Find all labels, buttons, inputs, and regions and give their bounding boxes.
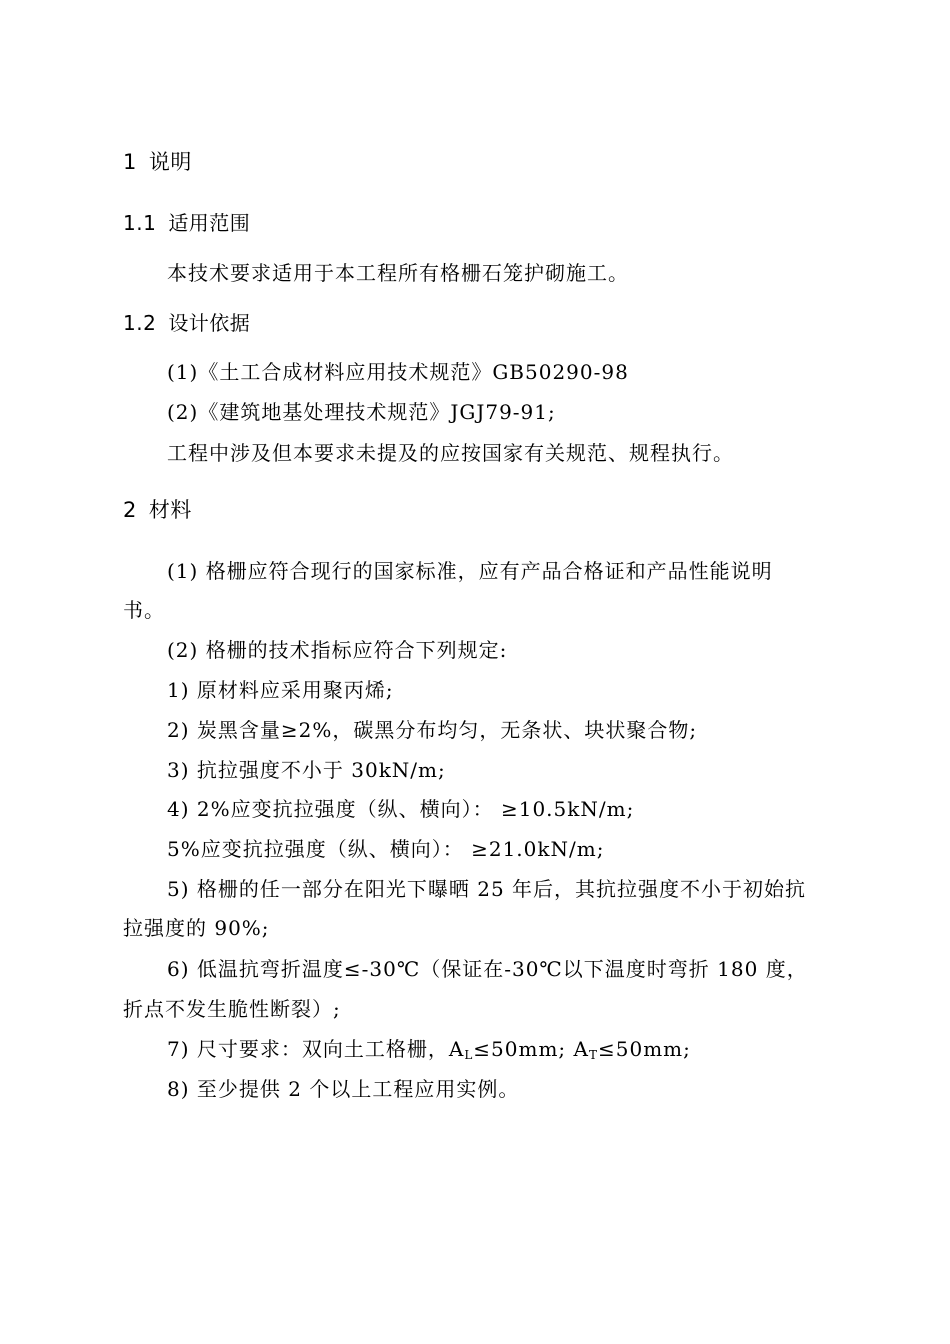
spec-item-7-text: ≤50mm; A	[473, 1037, 589, 1061]
section-title: 材料	[148, 498, 192, 522]
spec-item-4: 4) 2%应变抗拉强度（纵、横向）： ≥10.5kN/m;	[167, 797, 635, 821]
section-number: 1.2	[123, 311, 157, 335]
material-paragraph-1-cont: 书。	[123, 598, 165, 622]
spec-item-2: 2) 炭黑含量≥2%，碳黑分布均匀，无条状、块状聚合物;	[167, 718, 698, 742]
section-number: 1.1	[123, 211, 157, 235]
material-paragraph-1: (1) 格栅应符合现行的国家标准，应有产品合格证和产品性能说明	[167, 559, 773, 583]
spec-item-7	[167, 1035, 691, 1063]
spec-item-8: 8) 至少提供 2 个以上工程应用实例。	[167, 1077, 520, 1101]
spec-item-3: 3) 抗拉强度不小于 30kN/m;	[167, 758, 446, 782]
subscript-t: T	[588, 1048, 598, 1062]
section-number: 2	[123, 498, 137, 522]
subscript-l: L	[464, 1048, 474, 1062]
section-2-heading	[123, 496, 192, 524]
reference-note: 工程中涉及但本要求未提及的应按国家有关规范、规程执行。	[167, 441, 734, 465]
spec-item-4-cont: 5%应变抗拉强度（纵、横向）： ≥21.0kN/m;	[167, 837, 605, 861]
spec-item-5-cont: 拉强度的 90%;	[123, 916, 270, 940]
section-title: 设计依据	[168, 311, 251, 335]
section-1-heading	[123, 148, 192, 176]
scope-paragraph: 本技术要求适用于本工程所有格栅石笼护砌施工。	[167, 261, 629, 285]
reference-item: (1)《土工合成材料应用技术规范》GB50290-98	[167, 360, 629, 384]
spec-item-7-text: ≤50mm;	[598, 1037, 691, 1061]
material-paragraph-2: (2) 格栅的技术指标应符合下列规定:	[167, 638, 508, 662]
spec-item-5: 5) 格栅的任一部分在阳光下曝晒 25 年后，其抗拉强度不小于初始抗	[167, 877, 807, 901]
spec-item-1: 1) 原材料应采用聚丙烯;	[167, 678, 394, 702]
spec-item-6-cont: 折点不发生脆性断裂）;	[123, 997, 341, 1021]
spec-item-6: 6) 低温抗弯折温度≤-30℃（保证在-30℃以下温度时弯折 180 度，	[167, 957, 808, 981]
spec-item-7-text: 7) 尺寸要求：双向土工格栅，A	[167, 1037, 465, 1061]
section-title: 说明	[148, 150, 192, 174]
section-1-1-heading	[123, 209, 250, 237]
section-number: 1	[123, 150, 137, 174]
section-1-2-heading	[123, 309, 250, 337]
section-title: 适用范围	[168, 211, 251, 235]
reference-item: (2)《建筑地基处理技术规范》JGJ79-91;	[167, 400, 556, 424]
